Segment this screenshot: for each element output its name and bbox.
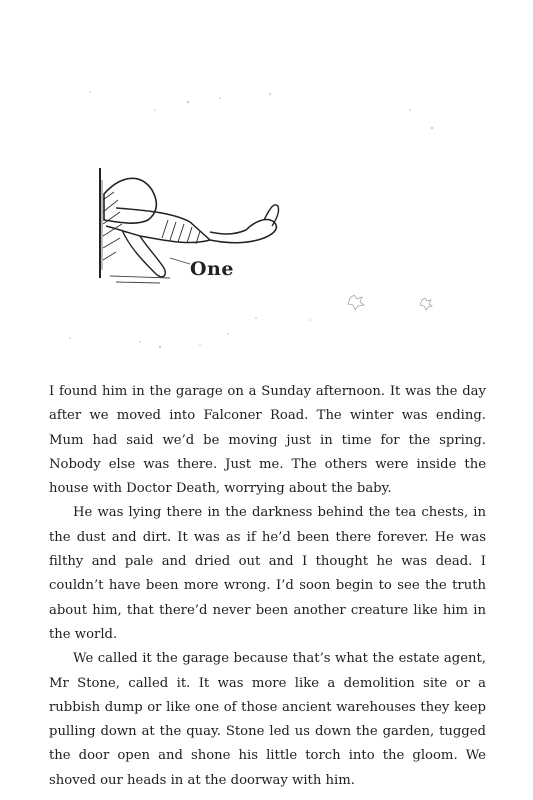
speckle-marks xyxy=(69,91,433,348)
paragraph-1: I found him in the garage on a Sunday afternoon. It was the day after we moved into Falconer Road. The winter was ending. Mum had said we’d be moving just in time for the spring. Nobody else was there. Just me. The others were inside the house with Doctor Death, worrying about the baby. xyxy=(49,384,486,497)
paragraph-2: He was lying there in the darkness behind the tea chests, in the dust and dirt. It was as if he’d been there forever. He was filthy and pale and dried out and I thought he was dead. I couldn’t have been more wrong. I’d soon begin to see the truth about him, that there’d never been another creature like him in the world. xyxy=(49,505,486,642)
paragraph-3: We called it the garage because that’s what the estate agent, Mr Stone, called it. It was more like a demolition site or a rubbish dump or like one of those ancient warehouses they keep pulling down at the quay. Stone led us down the garden, tugged the door open and shone his little torch into the gloom. We shoved our heads in at the doorway with him. xyxy=(49,651,486,788)
chapter-heading: One xyxy=(190,258,234,280)
chapter-body-text xyxy=(49,380,486,793)
chapter-illustration xyxy=(60,80,480,370)
